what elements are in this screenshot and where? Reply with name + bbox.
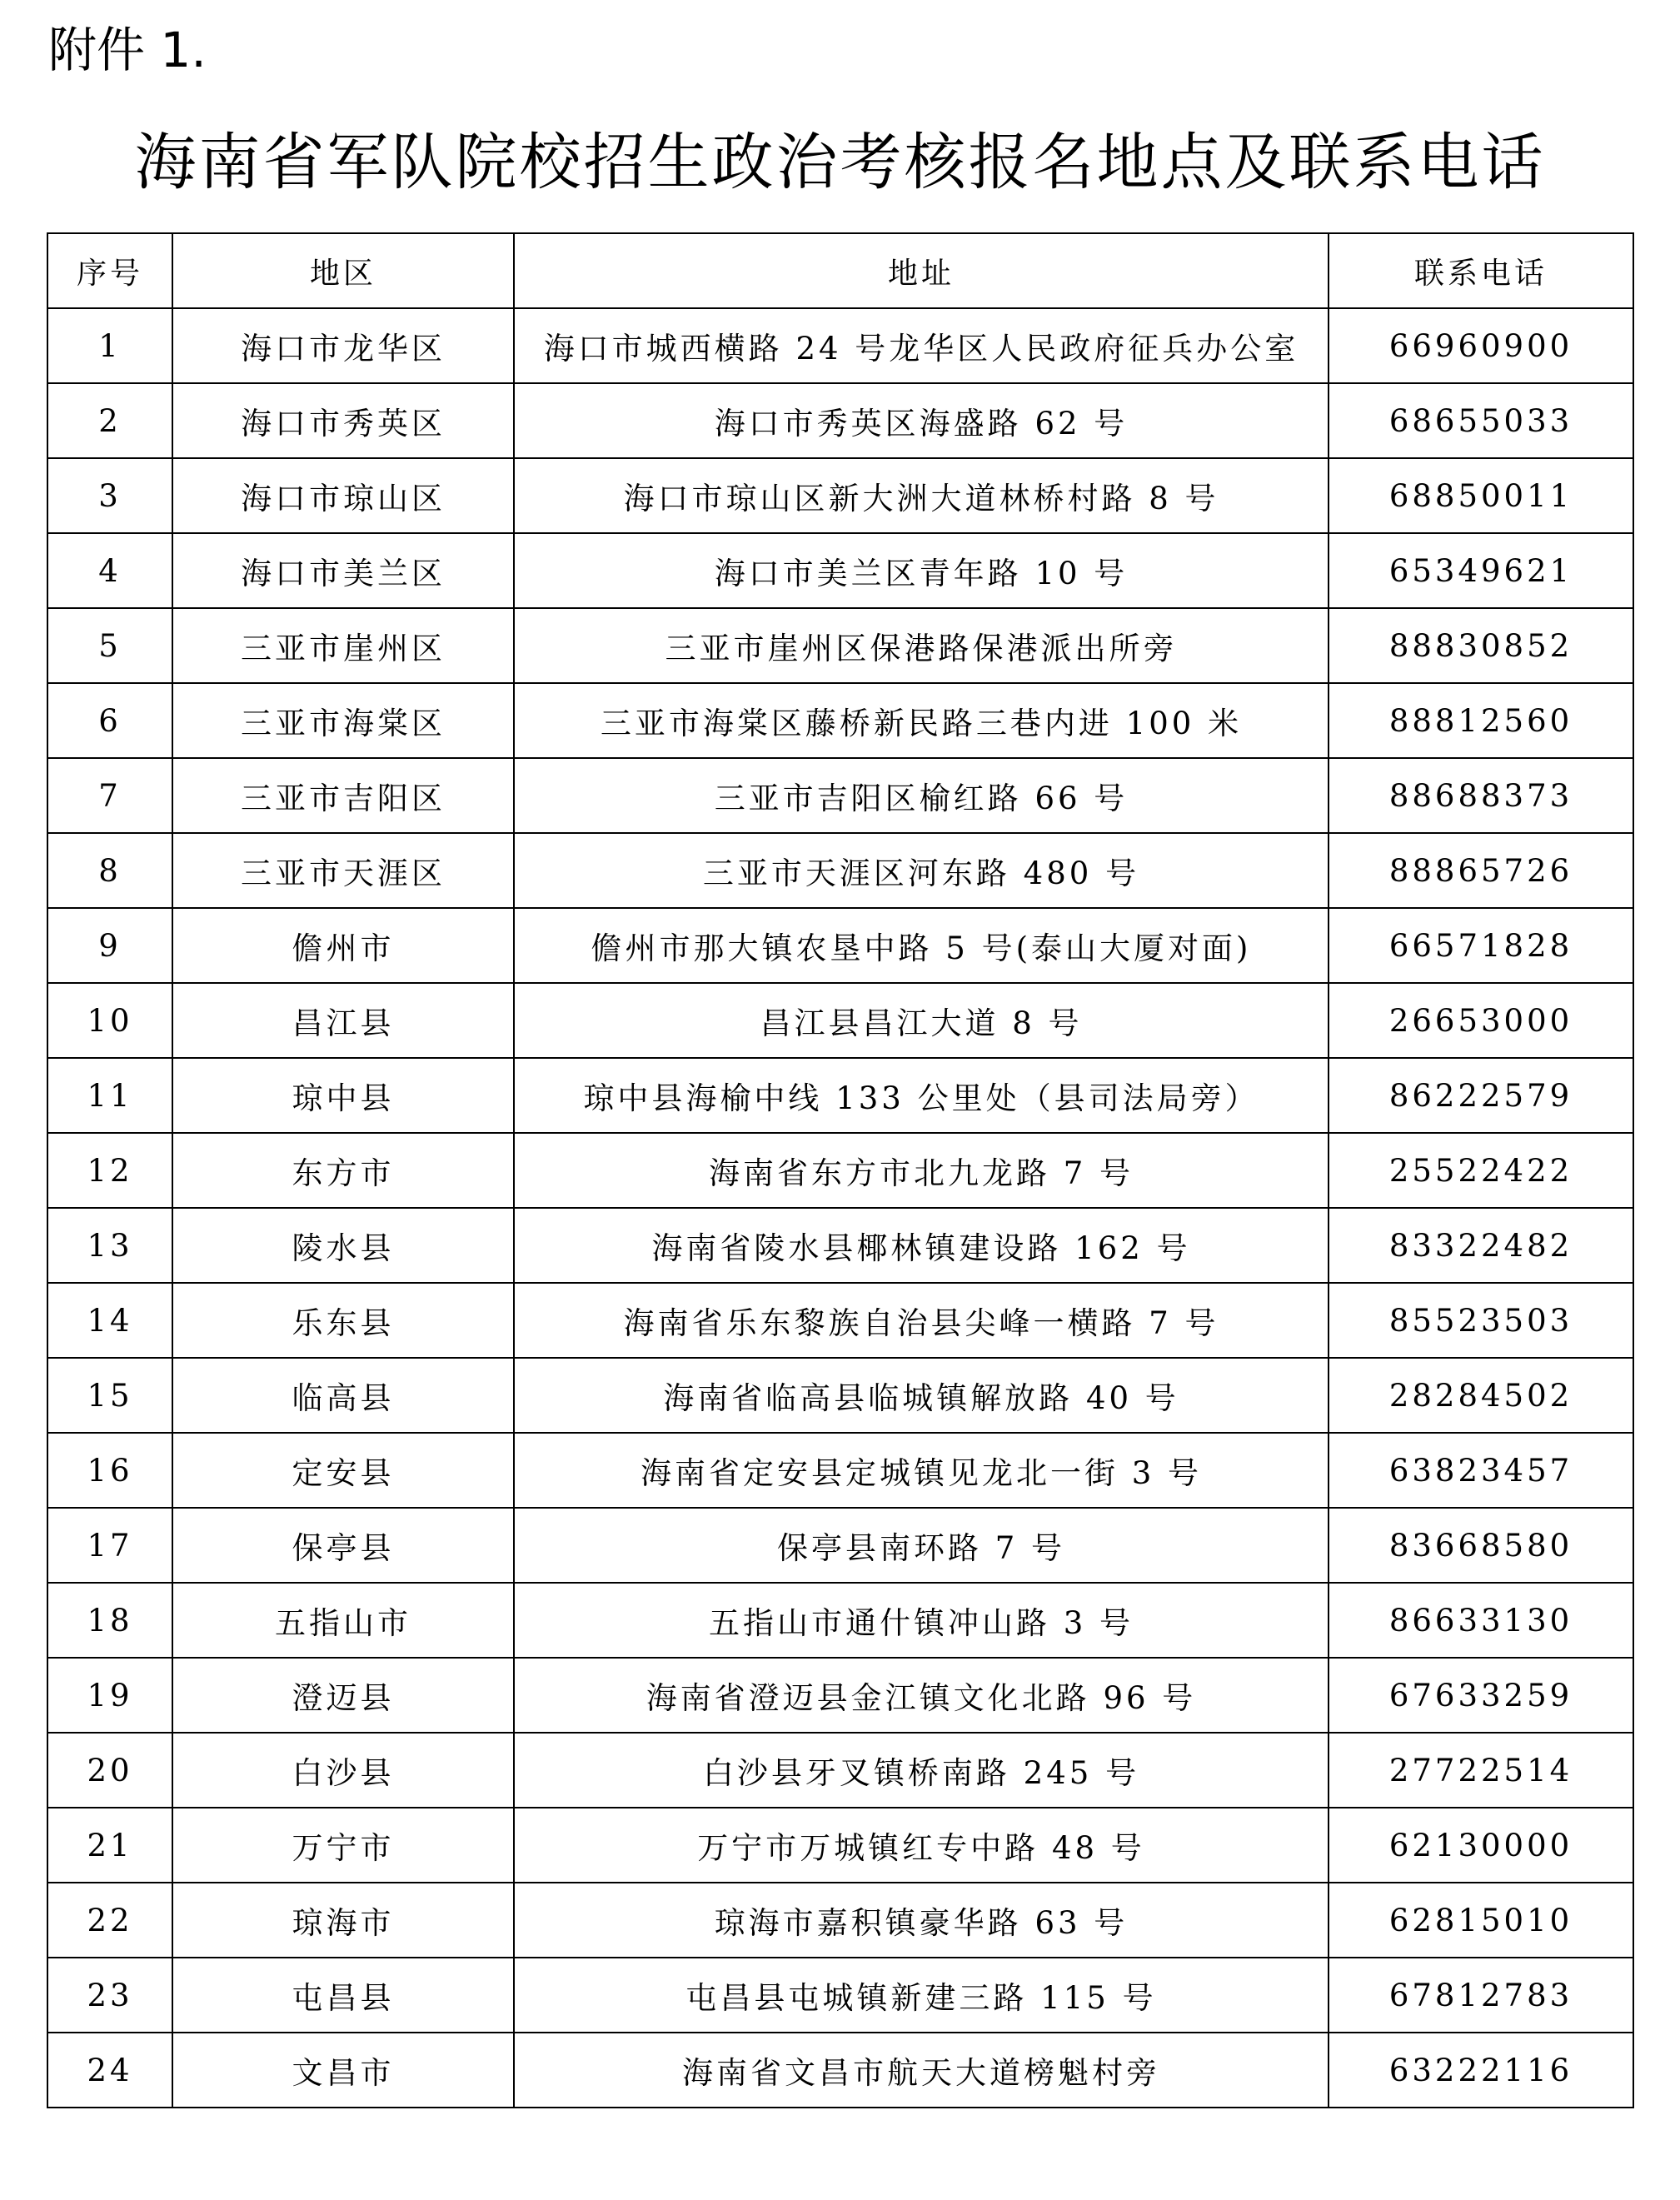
cell-area: 文昌市 — [172, 2033, 514, 2108]
document-title: 海南省军队院校招生政治考核报名地点及联系电话 — [134, 127, 1546, 198]
cell-address: 海南省乐东黎族自治县尖峰一横路 7 号 — [514, 1283, 1329, 1358]
cell-address: 五指山市通什镇冲山路 3 号 — [514, 1583, 1329, 1658]
cell-area: 海口市龙华区 — [172, 308, 514, 383]
table-row — [47, 983, 1633, 1058]
table-row — [47, 1658, 1633, 1733]
table-row — [47, 1433, 1633, 1508]
cell-address: 海南省澄迈县金江镇文化北路 96 号 — [514, 1658, 1329, 1733]
cell-area: 儋州市 — [172, 908, 514, 983]
cell-no: 1 — [47, 308, 172, 383]
cell-address: 海南省临高县临城镇解放路 40 号 — [514, 1358, 1329, 1433]
attachment-label: 附件 1. — [48, 22, 207, 78]
table-row — [47, 1583, 1633, 1658]
cell-phone: 86633130 — [1329, 1583, 1633, 1658]
table-row — [47, 1733, 1633, 1808]
cell-area: 海口市美兰区 — [172, 533, 514, 608]
cell-no: 18 — [47, 1583, 172, 1658]
cell-phone: 25522422 — [1329, 1133, 1633, 1208]
cell-address: 三亚市天涯区河东路 480 号 — [514, 833, 1329, 908]
cell-phone: 83668580 — [1329, 1508, 1633, 1583]
cell-address: 琼海市嘉积镇豪华路 63 号 — [514, 1883, 1329, 1958]
cell-address: 三亚市吉阳区榆红路 66 号 — [514, 758, 1329, 833]
cell-no: 8 — [47, 833, 172, 908]
header-area: 地区 — [172, 233, 514, 308]
cell-address: 海口市秀英区海盛路 62 号 — [514, 383, 1329, 458]
cell-address: 海南省东方市北九龙路 7 号 — [514, 1133, 1329, 1208]
table-header — [47, 233, 1633, 308]
cell-address: 三亚市海棠区藤桥新民路三巷内进 100 米 — [514, 683, 1329, 758]
cell-address: 白沙县牙叉镇桥南路 245 号 — [514, 1733, 1329, 1808]
cell-no: 3 — [47, 458, 172, 533]
cell-no: 24 — [47, 2033, 172, 2108]
cell-address: 海口市美兰区青年路 10 号 — [514, 533, 1329, 608]
cell-phone: 83322482 — [1329, 1208, 1633, 1283]
table-row — [47, 1958, 1633, 2033]
cell-no: 10 — [47, 983, 172, 1058]
cell-no: 20 — [47, 1733, 172, 1808]
cell-no: 2 — [47, 383, 172, 458]
cell-address: 昌江县昌江大道 8 号 — [514, 983, 1329, 1058]
table-row — [47, 1508, 1633, 1583]
table-row — [47, 1883, 1633, 1958]
table-row — [47, 383, 1633, 458]
header-phone: 联系电话 — [1329, 233, 1633, 308]
cell-area: 定安县 — [172, 1433, 514, 1508]
cell-phone: 26653000 — [1329, 983, 1633, 1058]
table-row — [47, 758, 1633, 833]
cell-phone: 86222579 — [1329, 1058, 1633, 1133]
cell-no: 17 — [47, 1508, 172, 1583]
cell-phone: 68850011 — [1329, 458, 1633, 533]
cell-no: 9 — [47, 908, 172, 983]
table-row — [47, 2033, 1633, 2108]
cell-phone: 85523503 — [1329, 1283, 1633, 1358]
cell-address: 万宁市万城镇红专中路 48 号 — [514, 1808, 1329, 1883]
cell-no: 14 — [47, 1283, 172, 1358]
cell-address: 三亚市崖州区保港路保港派出所旁 — [514, 608, 1329, 683]
cell-no: 4 — [47, 533, 172, 608]
cell-address: 保亭县南环路 7 号 — [514, 1508, 1329, 1583]
cell-phone: 66571828 — [1329, 908, 1633, 983]
cell-area: 海口市琼山区 — [172, 458, 514, 533]
cell-area: 白沙县 — [172, 1733, 514, 1808]
cell-no: 23 — [47, 1958, 172, 2033]
cell-area: 陵水县 — [172, 1208, 514, 1283]
table-row — [47, 683, 1633, 758]
table-row — [47, 1283, 1633, 1358]
header-no: 序号 — [47, 233, 172, 308]
table-row — [47, 608, 1633, 683]
cell-area: 临高县 — [172, 1358, 514, 1433]
table-row — [47, 1358, 1633, 1433]
cell-area: 昌江县 — [172, 983, 514, 1058]
cell-phone: 88830852 — [1329, 608, 1633, 683]
table-row — [47, 533, 1633, 608]
cell-no: 6 — [47, 683, 172, 758]
cell-no: 21 — [47, 1808, 172, 1883]
cell-phone: 88812560 — [1329, 683, 1633, 758]
cell-area: 琼海市 — [172, 1883, 514, 1958]
cell-area: 三亚市吉阳区 — [172, 758, 514, 833]
cell-address: 海南省定安县定城镇见龙北一街 3 号 — [514, 1433, 1329, 1508]
cell-no: 12 — [47, 1133, 172, 1208]
cell-phone: 63823457 — [1329, 1433, 1633, 1508]
cell-phone: 67812783 — [1329, 1958, 1633, 2033]
cell-phone: 65349621 — [1329, 533, 1633, 608]
cell-phone: 63222116 — [1329, 2033, 1633, 2108]
cell-area: 三亚市海棠区 — [172, 683, 514, 758]
table-row — [47, 308, 1633, 383]
cell-phone: 27722514 — [1329, 1733, 1633, 1808]
table-body — [47, 308, 1633, 2108]
cell-area: 三亚市天涯区 — [172, 833, 514, 908]
cell-no: 19 — [47, 1658, 172, 1733]
cell-no: 13 — [47, 1208, 172, 1283]
cell-address: 海南省陵水县椰林镇建设路 162 号 — [514, 1208, 1329, 1283]
cell-area: 屯昌县 — [172, 1958, 514, 2033]
cell-address: 海口市城西横路 24 号龙华区人民政府征兵办公室 — [514, 308, 1329, 383]
cell-area: 东方市 — [172, 1133, 514, 1208]
cell-address: 儋州市那大镇农垦中路 5 号(泰山大厦对面) — [514, 908, 1329, 983]
cell-no: 11 — [47, 1058, 172, 1133]
cell-area: 三亚市崖州区 — [172, 608, 514, 683]
header-row — [47, 233, 1633, 308]
table-row — [47, 833, 1633, 908]
header-address: 地址 — [514, 233, 1329, 308]
cell-area: 保亭县 — [172, 1508, 514, 1583]
cell-address: 海南省文昌市航天大道榜魁村旁 — [514, 2033, 1329, 2108]
cell-phone: 62130000 — [1329, 1808, 1633, 1883]
cell-address: 海口市琼山区新大洲大道林桥村路 8 号 — [514, 458, 1329, 533]
cell-no: 15 — [47, 1358, 172, 1433]
cell-no: 7 — [47, 758, 172, 833]
cell-area: 五指山市 — [172, 1583, 514, 1658]
cell-address: 屯昌县屯城镇新建三路 115 号 — [514, 1958, 1329, 2033]
cell-phone: 66960900 — [1329, 308, 1633, 383]
cell-phone: 88865726 — [1329, 833, 1633, 908]
contact-table — [47, 232, 1634, 2108]
cell-no: 5 — [47, 608, 172, 683]
cell-area: 澄迈县 — [172, 1658, 514, 1733]
table-row — [47, 1208, 1633, 1283]
table-row — [47, 1058, 1633, 1133]
cell-area: 琼中县 — [172, 1058, 514, 1133]
cell-phone: 28284502 — [1329, 1358, 1633, 1433]
cell-phone: 88688373 — [1329, 758, 1633, 833]
cell-phone: 62815010 — [1329, 1883, 1633, 1958]
table-row — [47, 1808, 1633, 1883]
cell-phone: 67633259 — [1329, 1658, 1633, 1733]
table-row — [47, 908, 1633, 983]
cell-no: 16 — [47, 1433, 172, 1508]
cell-area: 海口市秀英区 — [172, 383, 514, 458]
cell-address: 琼中县海榆中线 133 公里处（县司法局旁） — [514, 1058, 1329, 1133]
cell-phone: 68655033 — [1329, 383, 1633, 458]
cell-area: 乐东县 — [172, 1283, 514, 1358]
table-row — [47, 458, 1633, 533]
cell-no: 22 — [47, 1883, 172, 1958]
cell-area: 万宁市 — [172, 1808, 514, 1883]
table-row — [47, 1133, 1633, 1208]
